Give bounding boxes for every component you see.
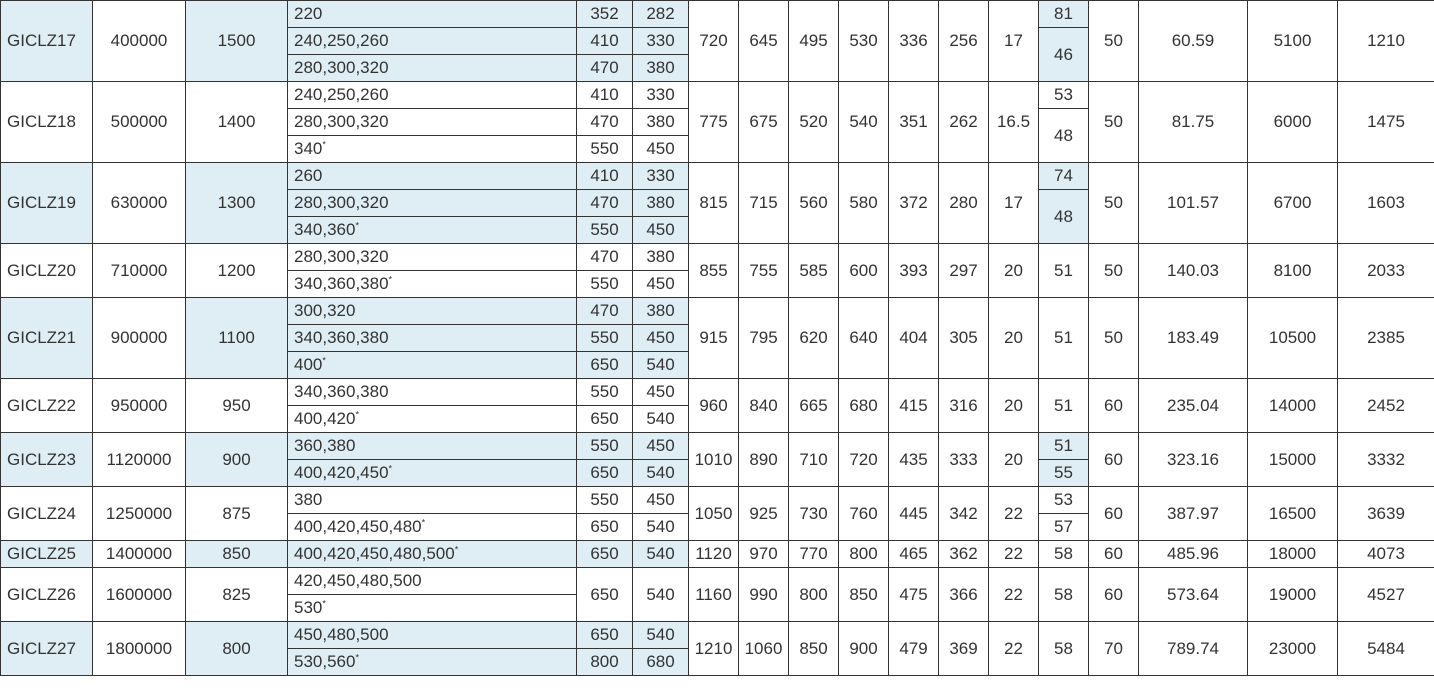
bore-diameter-cell — [288, 109, 577, 136]
bore-diameter-text: 360,380 — [294, 436, 356, 455]
dim-c9-cell: 60 — [1089, 568, 1139, 622]
dim-c7-cell: 16.5 — [989, 82, 1039, 163]
model-cell: GICLZ17 — [1, 1, 93, 82]
dim-c7-cell: 20 — [989, 433, 1039, 487]
dim-c10-cell: 140.03 — [1139, 244, 1248, 298]
length-l2-cell: 380 — [633, 109, 689, 136]
dim-c12-cell: 4073 — [1338, 541, 1434, 568]
dim-c11-cell: 19000 — [1248, 568, 1338, 622]
length-l2-cell: 380 — [633, 244, 689, 271]
length-l1-cell: 410 — [577, 82, 633, 109]
dim-c3-cell: 770 — [789, 541, 839, 568]
dim-c8-cell: 58 — [1039, 568, 1089, 622]
torque-cell: 400000 — [93, 1, 186, 82]
length-l1-cell: 410 — [577, 163, 633, 190]
dim-c2-cell: 970 — [739, 541, 789, 568]
dim-c8-cell: 53 — [1039, 487, 1089, 514]
bore-diameter-cell — [288, 244, 577, 271]
dim-c10-cell: 183.49 — [1139, 298, 1248, 379]
dim-c6-cell: 362 — [939, 541, 989, 568]
dim-c7-cell: 20 — [989, 379, 1039, 433]
table-row — [1, 379, 1434, 406]
dim-c1-cell: 960 — [689, 379, 739, 433]
bore-diameter-text: 400,420,450,480,500 — [294, 544, 455, 563]
model-cell: GICLZ26 — [1, 568, 93, 622]
model-cell: GICLZ18 — [1, 82, 93, 163]
dim-c3-cell: 585 — [789, 244, 839, 298]
dim-c6-cell: 316 — [939, 379, 989, 433]
dim-c11-cell: 23000 — [1248, 622, 1338, 676]
dim-c6-cell: 256 — [939, 1, 989, 82]
bore-diameter-cell — [288, 433, 577, 460]
dim-c1-cell: 775 — [689, 82, 739, 163]
dim-c3-cell: 850 — [789, 622, 839, 676]
dim-c3-cell: 665 — [789, 379, 839, 433]
dim-c7-cell: 22 — [989, 622, 1039, 676]
dim-c9-cell: 50 — [1089, 163, 1139, 244]
dim-c2-cell: 890 — [739, 433, 789, 487]
length-l2-cell: 450 — [633, 379, 689, 406]
nonstandard-marker: * — [355, 409, 359, 420]
dim-c9-cell: 50 — [1089, 82, 1139, 163]
length-l2-cell: 330 — [633, 28, 689, 55]
speed-cell: 1300 — [186, 163, 288, 244]
length-l1-cell: 352 — [577, 1, 633, 28]
dim-c6-cell: 280 — [939, 163, 989, 244]
dim-c8-cell: 51 — [1039, 244, 1089, 298]
dim-c7-cell: 20 — [989, 298, 1039, 379]
dim-c8-cell: 48 — [1039, 109, 1089, 163]
nonstandard-marker: * — [322, 355, 326, 366]
length-l2-cell: 450 — [633, 433, 689, 460]
nonstandard-marker: * — [322, 139, 326, 150]
model-cell: GICLZ22 — [1, 379, 93, 433]
dim-c4-cell: 540 — [839, 82, 889, 163]
dim-c11-cell: 6000 — [1248, 82, 1338, 163]
dim-c5-cell: 351 — [889, 82, 939, 163]
model-cell: GICLZ25 — [1, 541, 93, 568]
dim-c3-cell: 620 — [789, 298, 839, 379]
length-l2-cell: 540 — [633, 460, 689, 487]
dim-c8-cell: 51 — [1039, 298, 1089, 379]
speed-cell: 950 — [186, 379, 288, 433]
length-l1-cell: 550 — [577, 271, 633, 298]
dim-c9-cell: 50 — [1089, 298, 1139, 379]
dim-c6-cell: 297 — [939, 244, 989, 298]
dim-c8-cell: 48 — [1039, 190, 1089, 244]
bore-diameter-cell — [288, 28, 577, 55]
dim-c4-cell: 720 — [839, 433, 889, 487]
bore-diameter-text: 280,300,320 — [294, 193, 389, 212]
nonstandard-marker: * — [355, 652, 359, 663]
dim-c1-cell: 1210 — [689, 622, 739, 676]
dim-c4-cell: 800 — [839, 541, 889, 568]
torque-cell: 950000 — [93, 379, 186, 433]
bore-diameter-text: 530 — [294, 598, 323, 617]
dim-c8-cell: 46 — [1039, 28, 1089, 82]
dim-c2-cell: 925 — [739, 487, 789, 541]
nonstandard-marker: * — [388, 463, 393, 474]
dim-c9-cell: 50 — [1089, 1, 1139, 82]
bore-diameter-cell — [288, 298, 577, 325]
dim-c11-cell: 5100 — [1248, 1, 1338, 82]
dim-c12-cell: 2385 — [1338, 298, 1434, 379]
dim-c1-cell: 855 — [689, 244, 739, 298]
table-row — [1, 298, 1434, 325]
dim-c4-cell: 850 — [839, 568, 889, 622]
model-cell: GICLZ21 — [1, 298, 93, 379]
dim-c10-cell: 789.74 — [1139, 622, 1248, 676]
dim-c8-cell: 58 — [1039, 541, 1089, 568]
torque-cell: 1120000 — [93, 433, 186, 487]
dim-c10-cell: 323.16 — [1139, 433, 1248, 487]
bore-diameter-text: 340 — [294, 139, 323, 158]
dim-c1-cell: 1120 — [689, 541, 739, 568]
dim-c9-cell: 70 — [1089, 622, 1139, 676]
length-l1-cell: 550 — [577, 487, 633, 514]
dim-c5-cell: 465 — [889, 541, 939, 568]
dim-c4-cell: 640 — [839, 298, 889, 379]
speed-cell: 800 — [186, 622, 288, 676]
length-l2-cell: 450 — [633, 136, 689, 163]
torque-cell: 500000 — [93, 82, 186, 163]
dim-c12-cell: 1210 — [1338, 1, 1434, 82]
length-l1-cell: 550 — [577, 433, 633, 460]
dim-c6-cell: 366 — [939, 568, 989, 622]
dim-c5-cell: 393 — [889, 244, 939, 298]
dim-c6-cell: 333 — [939, 433, 989, 487]
bore-diameter-cell — [288, 487, 577, 514]
dim-c7-cell: 22 — [989, 541, 1039, 568]
dim-c7-cell: 22 — [989, 568, 1039, 622]
dim-c2-cell: 675 — [739, 82, 789, 163]
length-l1-cell: 650 — [577, 514, 633, 541]
dim-c7-cell: 17 — [989, 163, 1039, 244]
length-l2-cell: 540 — [633, 541, 689, 568]
dim-c10-cell: 485.96 — [1139, 541, 1248, 568]
bore-diameter-cell — [288, 1, 577, 28]
dim-c5-cell: 475 — [889, 568, 939, 622]
dim-c2-cell: 795 — [739, 298, 789, 379]
length-l1-cell: 550 — [577, 217, 633, 244]
dim-c2-cell: 1060 — [739, 622, 789, 676]
dim-c6-cell: 305 — [939, 298, 989, 379]
length-l1-cell: 650 — [577, 406, 633, 433]
torque-cell: 710000 — [93, 244, 186, 298]
table-row — [1, 487, 1434, 514]
model-cell: GICLZ20 — [1, 244, 93, 298]
bore-diameter-cell — [288, 379, 577, 406]
length-l2-cell: 450 — [633, 217, 689, 244]
dim-c8-cell: 81 — [1039, 1, 1089, 28]
nonstandard-marker: * — [388, 274, 393, 285]
table-row — [1, 1, 1434, 28]
dim-c6-cell: 369 — [939, 622, 989, 676]
bore-diameter-text: 240,250,260 — [294, 31, 389, 50]
table-row — [1, 82, 1434, 109]
table-row — [1, 433, 1434, 460]
length-l2-cell: 540 — [633, 568, 689, 622]
torque-cell: 1400000 — [93, 541, 186, 568]
dim-c5-cell: 435 — [889, 433, 939, 487]
length-l1-cell: 410 — [577, 28, 633, 55]
dim-c1-cell: 915 — [689, 298, 739, 379]
nonstandard-marker: * — [355, 220, 359, 231]
length-l1-cell: 550 — [577, 379, 633, 406]
dim-c4-cell: 580 — [839, 163, 889, 244]
dim-c3-cell: 560 — [789, 163, 839, 244]
dim-c8-cell: 58 — [1039, 622, 1089, 676]
speed-cell: 850 — [186, 541, 288, 568]
dim-c1-cell: 1160 — [689, 568, 739, 622]
bore-diameter-cell — [288, 163, 577, 190]
dim-c9-cell: 60 — [1089, 433, 1139, 487]
dim-c12-cell: 1475 — [1338, 82, 1434, 163]
dim-c10-cell: 101.57 — [1139, 163, 1248, 244]
dim-c11-cell: 10500 — [1248, 298, 1338, 379]
dim-c8-cell: 51 — [1039, 379, 1089, 433]
dim-c5-cell: 372 — [889, 163, 939, 244]
bore-diameter-cell — [288, 406, 577, 433]
dim-c12-cell: 4527 — [1338, 568, 1434, 622]
length-l1-cell: 650 — [577, 460, 633, 487]
table-row — [1, 568, 1434, 595]
torque-cell: 1800000 — [93, 622, 186, 676]
nonstandard-marker: * — [322, 598, 326, 609]
dim-c12-cell: 3332 — [1338, 433, 1434, 487]
dim-c6-cell: 342 — [939, 487, 989, 541]
dim-c8-cell: 53 — [1039, 82, 1089, 109]
bore-diameter-text: 280,300,320 — [294, 247, 389, 266]
dim-c3-cell: 800 — [789, 568, 839, 622]
bore-diameter-cell — [288, 82, 577, 109]
length-l2-cell: 540 — [633, 406, 689, 433]
length-l1-cell: 470 — [577, 109, 633, 136]
dim-c5-cell: 404 — [889, 298, 939, 379]
bore-diameter-cell — [288, 541, 577, 568]
dim-c1-cell: 1050 — [689, 487, 739, 541]
model-cell: GICLZ27 — [1, 622, 93, 676]
dim-c5-cell: 415 — [889, 379, 939, 433]
torque-cell: 900000 — [93, 298, 186, 379]
dim-c7-cell: 22 — [989, 487, 1039, 541]
length-l1-cell: 650 — [577, 541, 633, 568]
dim-c4-cell: 760 — [839, 487, 889, 541]
dim-c12-cell: 5484 — [1338, 622, 1434, 676]
speed-cell: 825 — [186, 568, 288, 622]
dim-c9-cell: 50 — [1089, 244, 1139, 298]
bore-diameter-cell — [288, 271, 577, 298]
table-row — [1, 541, 1434, 568]
length-l2-cell: 282 — [633, 1, 689, 28]
length-l2-cell: 540 — [633, 352, 689, 379]
length-l2-cell: 540 — [633, 622, 689, 649]
bore-diameter-cell — [288, 55, 577, 82]
speed-cell: 1100 — [186, 298, 288, 379]
dim-c12-cell: 3639 — [1338, 487, 1434, 541]
length-l2-cell: 380 — [633, 298, 689, 325]
bore-diameter-cell — [288, 622, 577, 649]
dim-c2-cell: 645 — [739, 1, 789, 82]
length-l2-cell: 450 — [633, 487, 689, 514]
bore-diameter-text: 450,480,500 — [294, 625, 389, 644]
dim-c2-cell: 990 — [739, 568, 789, 622]
dim-c6-cell: 262 — [939, 82, 989, 163]
length-l2-cell: 540 — [633, 514, 689, 541]
model-cell: GICLZ24 — [1, 487, 93, 541]
model-cell: GICLZ23 — [1, 433, 93, 487]
bore-diameter-text: 530,560 — [294, 652, 356, 671]
length-l2-cell: 450 — [633, 271, 689, 298]
dim-c11-cell: 8100 — [1248, 244, 1338, 298]
bore-diameter-text: 220 — [294, 4, 323, 23]
length-l2-cell: 330 — [633, 82, 689, 109]
bore-diameter-text: 420,450,480,500 — [294, 571, 422, 590]
speed-cell: 875 — [186, 487, 288, 541]
dim-c9-cell: 60 — [1089, 379, 1139, 433]
table-row — [1, 163, 1434, 190]
length-l2-cell: 380 — [633, 190, 689, 217]
bore-diameter-text: 400,420,450,480 — [294, 517, 422, 536]
speed-cell: 1400 — [186, 82, 288, 163]
table-row — [1, 244, 1434, 271]
bore-diameter-cell — [288, 325, 577, 352]
dim-c11-cell: 15000 — [1248, 433, 1338, 487]
length-l1-cell: 470 — [577, 298, 633, 325]
dim-c12-cell: 1603 — [1338, 163, 1434, 244]
dim-c10-cell: 573.64 — [1139, 568, 1248, 622]
length-l2-cell: 330 — [633, 163, 689, 190]
dim-c11-cell: 18000 — [1248, 541, 1338, 568]
dim-c8-cell: 55 — [1039, 460, 1089, 487]
bore-diameter-text: 240,250,260 — [294, 85, 389, 104]
bore-diameter-cell — [288, 595, 577, 622]
nonstandard-marker: * — [454, 544, 459, 555]
bore-diameter-cell — [288, 217, 577, 244]
dim-c1-cell: 720 — [689, 1, 739, 82]
speed-cell: 900 — [186, 433, 288, 487]
length-l1-cell: 470 — [577, 55, 633, 82]
bore-diameter-cell — [288, 190, 577, 217]
bore-diameter-text: 340,360,380 — [294, 382, 389, 401]
torque-cell: 1600000 — [93, 568, 186, 622]
dim-c5-cell: 336 — [889, 1, 939, 82]
bore-diameter-cell — [288, 136, 577, 163]
dim-c11-cell: 14000 — [1248, 379, 1338, 433]
dim-c12-cell: 2452 — [1338, 379, 1434, 433]
dim-c4-cell: 600 — [839, 244, 889, 298]
bore-diameter-cell — [288, 649, 577, 676]
bore-diameter-text: 260 — [294, 166, 323, 185]
dim-c9-cell: 60 — [1089, 487, 1139, 541]
bore-diameter-text: 280,300,320 — [294, 112, 389, 131]
dim-c3-cell: 710 — [789, 433, 839, 487]
dim-c10-cell: 235.04 — [1139, 379, 1248, 433]
bore-diameter-cell — [288, 568, 577, 595]
bore-diameter-cell — [288, 514, 577, 541]
length-l1-cell: 650 — [577, 568, 633, 622]
dim-c3-cell: 520 — [789, 82, 839, 163]
bore-diameter-text: 280,300,320 — [294, 58, 389, 77]
bore-diameter-cell — [288, 352, 577, 379]
length-l2-cell: 380 — [633, 55, 689, 82]
length-l1-cell: 470 — [577, 190, 633, 217]
table-row — [1, 622, 1434, 649]
dim-c12-cell: 2033 — [1338, 244, 1434, 298]
length-l1-cell: 550 — [577, 136, 633, 163]
dim-c5-cell: 445 — [889, 487, 939, 541]
bore-diameter-text: 300,320 — [294, 301, 356, 320]
dim-c2-cell: 840 — [739, 379, 789, 433]
dim-c10-cell: 81.75 — [1139, 82, 1248, 163]
dim-c2-cell: 755 — [739, 244, 789, 298]
dim-c9-cell: 60 — [1089, 541, 1139, 568]
length-l2-cell: 450 — [633, 325, 689, 352]
dim-c8-cell: 57 — [1039, 514, 1089, 541]
bore-diameter-text: 340,360,380 — [294, 328, 389, 347]
dim-c4-cell: 530 — [839, 1, 889, 82]
torque-cell: 630000 — [93, 163, 186, 244]
length-l1-cell: 800 — [577, 649, 633, 676]
length-l1-cell: 650 — [577, 622, 633, 649]
bore-diameter-text: 380 — [294, 490, 323, 509]
dim-c3-cell: 495 — [789, 1, 839, 82]
bore-diameter-text: 400 — [294, 355, 323, 374]
bore-diameter-text: 400,420 — [294, 409, 356, 428]
dim-c2-cell: 715 — [739, 163, 789, 244]
dim-c10-cell: 60.59 — [1139, 1, 1248, 82]
dim-c5-cell: 479 — [889, 622, 939, 676]
dim-c8-cell: 51 — [1039, 433, 1089, 460]
dim-c4-cell: 680 — [839, 379, 889, 433]
speed-cell: 1500 — [186, 1, 288, 82]
dim-c10-cell: 387.97 — [1139, 487, 1248, 541]
length-l1-cell: 470 — [577, 244, 633, 271]
dim-c11-cell: 16500 — [1248, 487, 1338, 541]
bore-diameter-text: 340,360,380 — [294, 274, 389, 293]
dim-c7-cell: 17 — [989, 1, 1039, 82]
bore-diameter-text: 340,360 — [294, 220, 356, 239]
dim-c1-cell: 815 — [689, 163, 739, 244]
dim-c8-cell: 74 — [1039, 163, 1089, 190]
dim-c1-cell: 1010 — [689, 433, 739, 487]
bore-diameter-cell — [288, 460, 577, 487]
length-l1-cell: 650 — [577, 352, 633, 379]
nonstandard-marker: * — [421, 517, 426, 528]
dim-c11-cell: 6700 — [1248, 163, 1338, 244]
bore-diameter-text: 400,420,450 — [294, 463, 389, 482]
dim-c4-cell: 900 — [839, 622, 889, 676]
length-l1-cell: 550 — [577, 325, 633, 352]
dim-c3-cell: 730 — [789, 487, 839, 541]
dim-c7-cell: 20 — [989, 244, 1039, 298]
torque-cell: 1250000 — [93, 487, 186, 541]
model-cell: GICLZ19 — [1, 163, 93, 244]
length-l2-cell: 680 — [633, 649, 689, 676]
speed-cell: 1200 — [186, 244, 288, 298]
